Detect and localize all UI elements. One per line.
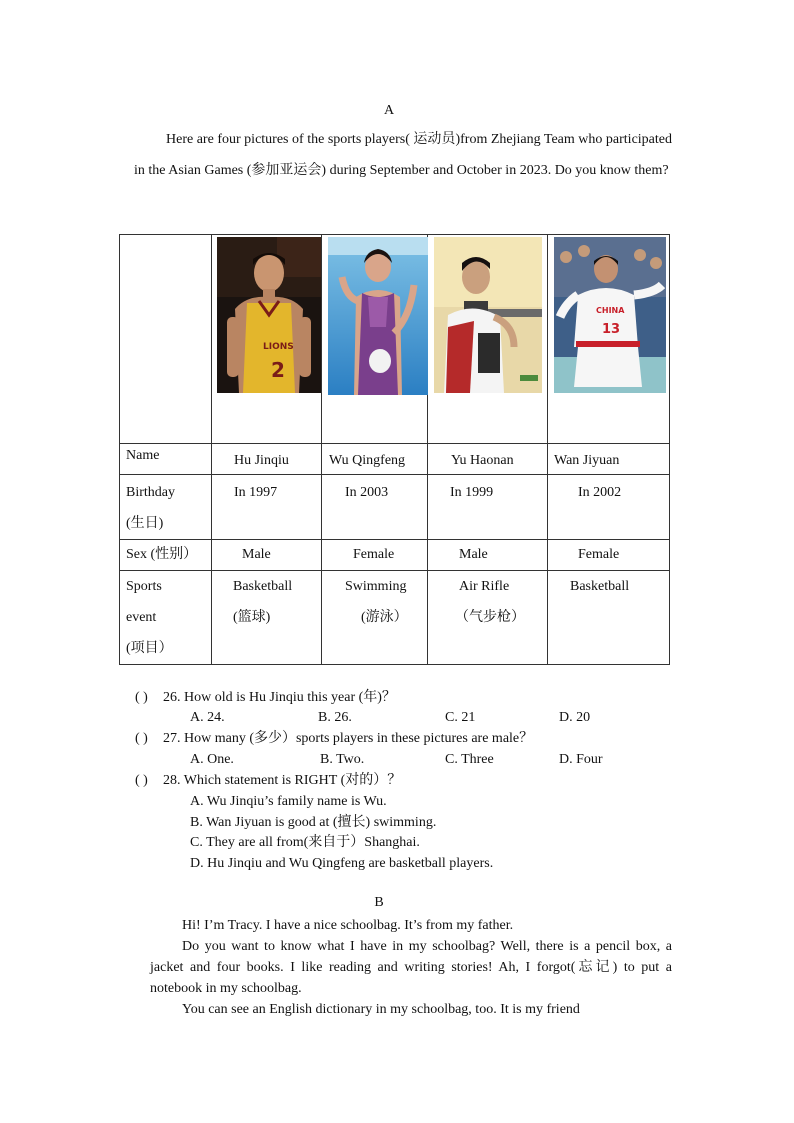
photo-hu-jinqiu <box>217 237 321 393</box>
photo-wan-jiyuan <box>554 237 666 393</box>
birthday-cell-3: In 1999 <box>428 475 548 540</box>
question-27-option-a[interactable]: A. One. <box>190 752 234 767</box>
question-28-option-b[interactable]: B. Wan Jiyuan is good at (擅长) swimming. <box>190 815 437 830</box>
photo-cell-4 <box>548 235 670 444</box>
photo-yu-haonan <box>434 237 542 393</box>
photo-cell-1 <box>212 235 322 444</box>
birthday-cell-2: In 2003 <box>322 475 428 540</box>
event-cell-2: Swimming (游泳） <box>322 571 428 665</box>
intro-paragraph: Here are four pictures of the sports players( 运动员)from Zhejiang Team who participated in the Asian Games (参加亚运会) during September and October in 2023. Do you know them? <box>134 132 672 178</box>
jersey-text-1: LIONS <box>263 342 294 352</box>
photo-cell-2 <box>322 235 428 444</box>
label-birthday: Birthday (生日) <box>120 475 212 540</box>
question-26-blank[interactable]: ( ) <box>135 690 148 705</box>
sex-cell-1: Male <box>212 540 322 571</box>
birthday-cell-1: In 1997 <box>212 475 322 540</box>
section-a-intro <box>134 124 672 186</box>
label-name: Name <box>120 444 212 475</box>
question-26-option-c[interactable]: C. 21 <box>445 710 476 725</box>
jersey-text-4: CHINA <box>596 306 625 315</box>
label-sex: Sex (性别） <box>120 540 212 571</box>
corner-cell <box>120 235 212 444</box>
photo-wu-qingfeng <box>328 237 428 395</box>
sex-cell-2: Female <box>322 540 428 571</box>
event-cell-3: Air Rifle （气步枪） <box>428 571 548 665</box>
question-27-stem: 27. How many (多少）sports players in these pictures are male？ <box>163 731 534 746</box>
question-27-option-c[interactable]: C. Three <box>445 752 494 767</box>
photo-cell-3 <box>428 235 548 444</box>
players-table <box>119 234 670 665</box>
section-b-heading: B <box>374 895 384 910</box>
event-cell-4: Basketball <box>548 571 670 665</box>
question-28-option-d[interactable]: D. Hu Jinqiu and Wu Qingfeng are basketball players. <box>190 856 494 871</box>
question-28-option-a[interactable]: A. Wu Jinqiu’s family name is Wu. <box>190 794 387 809</box>
name-cell-3: Yu Haonan <box>428 444 548 475</box>
name-cell-1: Hu Jinqiu <box>212 444 322 475</box>
name-cell-2: Wu Qingfeng <box>322 444 428 475</box>
question-28-option-c[interactable]: C. They are all from(来自于）Shanghai. <box>190 835 420 850</box>
question-27-option-b[interactable]: B. Two. <box>320 752 365 767</box>
question-26-option-a[interactable]: A. 24. <box>190 710 225 725</box>
passage-paragraph-1: Hi! I’m Tracy. I have a nice schoolbag. It’s from my father. <box>182 918 514 933</box>
sex-cell-3: Male <box>428 540 548 571</box>
birthday-cell-4: In 2002 <box>548 475 670 540</box>
question-26-stem: 26. How old is Hu Jinqiu this year (年)？ <box>163 690 396 705</box>
question-28-blank[interactable]: ( ) <box>135 773 148 788</box>
question-26-option-d[interactable]: D. 20 <box>559 710 591 725</box>
section-a-heading: A <box>383 103 395 118</box>
section-b-passage <box>150 915 672 1020</box>
passage-paragraph-3: You can see an English dictionary in my schoolbag, too. It is my friend <box>182 1002 580 1017</box>
label-sports-event: Sports event (项目） <box>120 571 212 665</box>
passage-paragraph-2: Do you want to know what I have in my schoolbag? Well, there is a pencil box, a jacket and four books. I like reading and writing stories! Ah, I forgot(忘记) to put a notebook in my schoolbag. <box>150 939 672 996</box>
jersey-number-1: 2 <box>271 358 285 382</box>
name-cell-4: Wan Jiyuan <box>548 444 670 475</box>
question-27-blank[interactable]: ( ) <box>135 731 148 746</box>
sex-cell-4: Female <box>548 540 670 571</box>
question-27-option-d[interactable]: D. Four <box>559 752 603 767</box>
question-26-option-b[interactable]: B. 26. <box>318 710 352 725</box>
jersey-number-4: 13 <box>602 322 621 337</box>
question-28-stem: 28. Which statement is RIGHT (对的）？ <box>163 773 402 788</box>
event-cell-1: Basketball (篮球) <box>212 571 322 665</box>
